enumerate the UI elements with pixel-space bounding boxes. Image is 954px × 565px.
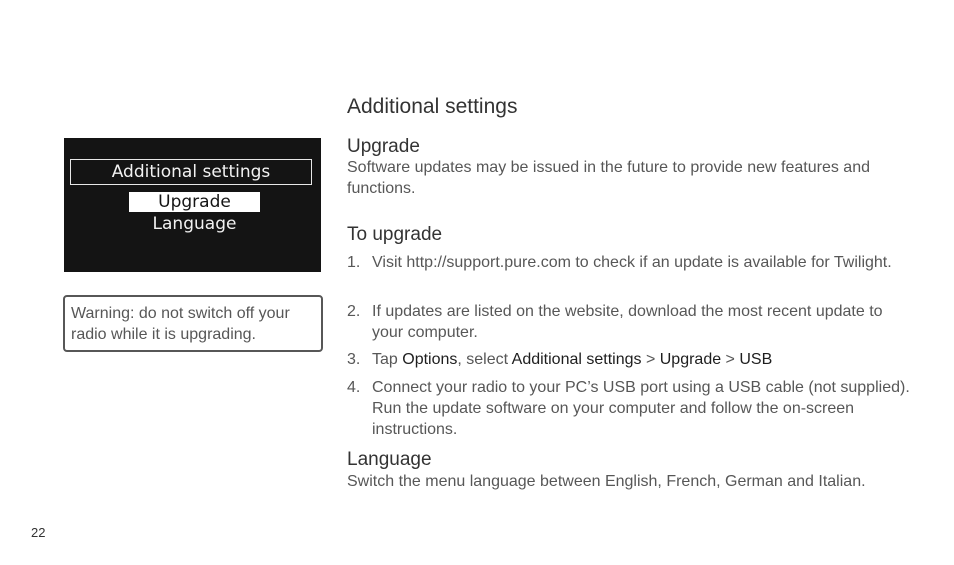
menu-term-options: Options — [402, 351, 458, 368]
device-screen — [64, 138, 321, 272]
step-text: If updates are listed on the website, download the most recent update to your computer. — [372, 303, 883, 341]
language-description: Switch the menu language between English, French, German and Italian. — [347, 473, 866, 490]
upgrade-description: Software updates may be issued in the future to provide new features and functions. — [347, 159, 870, 197]
warning-box — [63, 295, 323, 352]
step-text-separator: > — [721, 351, 740, 368]
step-number: 1. — [347, 254, 361, 271]
section-title: Additional settings — [347, 95, 518, 118]
screen-menu-item-upgrade: Upgrade — [129, 192, 260, 212]
step-text-part: , select — [457, 351, 512, 368]
step-text-part: Tap — [372, 351, 403, 368]
menu-term-upgrade: Upgrade — [659, 351, 722, 368]
menu-term-additional-settings: Additional settings — [511, 351, 642, 368]
step-item — [347, 349, 917, 370]
page-number: 22 — [31, 525, 46, 540]
step-number: 2. — [347, 303, 361, 320]
step-text — [372, 349, 917, 370]
step-text: Connect your radio to your PC’s USB port using a USB cable (not supplied). Run the update software on your computer and follow the on-screen instructions. — [372, 379, 910, 438]
step-item — [347, 301, 917, 343]
step-number: 3. — [347, 351, 361, 368]
step-text-separator: > — [641, 351, 660, 368]
upgrade-heading: Upgrade — [347, 136, 420, 157]
menu-term-usb: USB — [739, 351, 773, 368]
step-item — [347, 377, 917, 440]
step-text: Visit http://support.pure.com to check if an update is available for Twilight. — [372, 254, 892, 271]
screen-menu-title: Additional settings — [70, 159, 312, 185]
step-number: 4. — [347, 379, 361, 396]
warning-text: Warning: do not switch off your radio while it is upgrading. — [71, 305, 290, 343]
step-item — [347, 252, 917, 273]
to-upgrade-heading: To upgrade — [347, 224, 443, 245]
language-heading: Language — [347, 449, 432, 470]
screen-menu-item-language: Language — [152, 214, 237, 234]
